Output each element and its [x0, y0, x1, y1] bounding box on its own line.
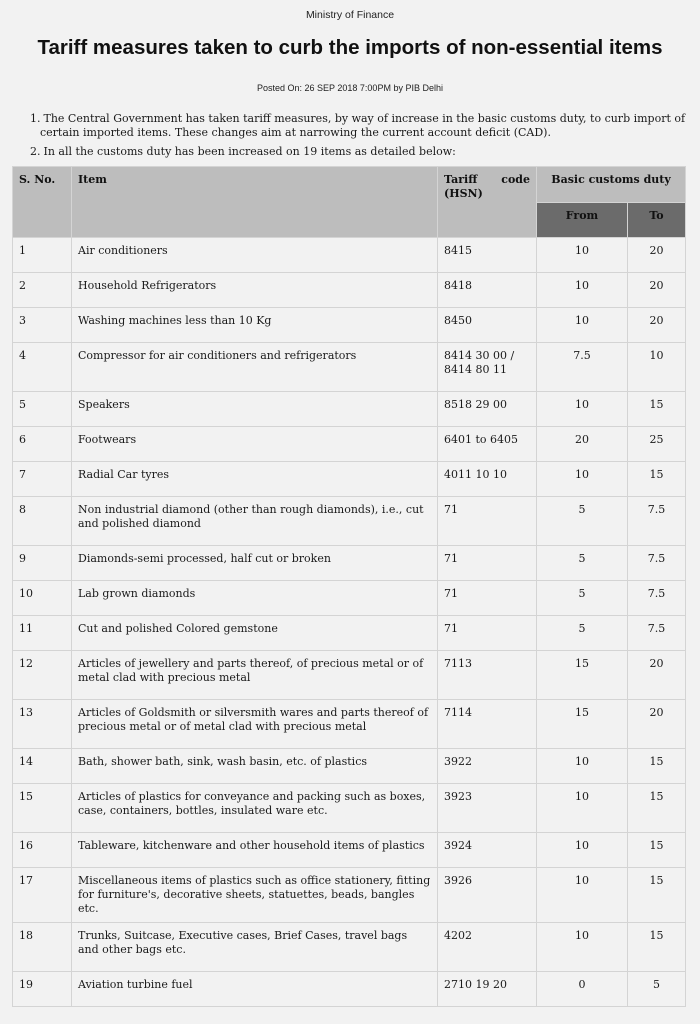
cell-sno: 16 — [13, 833, 72, 868]
para-number: 2. — [30, 145, 41, 158]
cell-duty-to: 20 — [628, 308, 686, 343]
cell-duty-from: 10 — [537, 308, 628, 343]
para-text: In all the customs duty has been increased on 19 items as detailed below: — [43, 145, 456, 158]
cell-duty-from: 5 — [537, 581, 628, 616]
cell-sno: 5 — [13, 392, 72, 427]
cell-hsn-code: 8418 — [438, 273, 537, 308]
header-tariff-word: Tariff — [444, 173, 478, 186]
table-row — [13, 616, 686, 651]
cell-duty-from: 5 — [537, 616, 628, 651]
cell-hsn-code: 8518 29 00 — [438, 392, 537, 427]
cell-item: Cut and polished Colored gemstone — [72, 616, 438, 651]
cell-hsn-code: 6401 to 6405 — [438, 427, 537, 462]
cell-item: Diamonds-semi processed, half cut or broken — [72, 546, 438, 581]
table-row — [13, 497, 686, 546]
page-title: Tariff measures taken to curb the imports of non-essential items — [37, 36, 663, 59]
cell-duty-to: 10 — [628, 343, 686, 392]
header-from: From — [537, 203, 628, 238]
cell-sno: 12 — [13, 651, 72, 700]
cell-hsn-code: 3922 — [438, 749, 537, 784]
cell-item: Articles of jewellery and parts thereof, of precious metal or of metal clad with precious metal — [72, 651, 438, 700]
cell-hsn-code: 71 — [438, 581, 537, 616]
table-row — [13, 546, 686, 581]
table-row — [13, 343, 686, 392]
cell-duty-from: 7.5 — [537, 343, 628, 392]
cell-sno: 1 — [13, 238, 72, 273]
table-row — [13, 308, 686, 343]
table-row — [13, 700, 686, 749]
table-row — [13, 462, 686, 497]
cell-hsn-code: 4011 10 10 — [438, 462, 537, 497]
table-row — [13, 784, 686, 833]
cell-item: Washing machines less than 10 Kg — [72, 308, 438, 343]
cell-item: Radial Car tyres — [72, 462, 438, 497]
cell-duty-to: 15 — [628, 392, 686, 427]
cell-item: Footwears — [72, 427, 438, 462]
cell-duty-to: 15 — [628, 923, 686, 972]
cell-item: Speakers — [72, 392, 438, 427]
cell-item: Compressor for air conditioners and refrigerators — [72, 343, 438, 392]
table-header-row — [13, 167, 686, 203]
cell-item: Lab grown diamonds — [72, 581, 438, 616]
cell-sno: 2 — [13, 273, 72, 308]
cell-duty-from: 10 — [537, 749, 628, 784]
cell-duty-to: 15 — [628, 749, 686, 784]
table-row — [13, 651, 686, 700]
header-tariff-code — [438, 167, 537, 238]
cell-sno: 10 — [13, 581, 72, 616]
cell-hsn-code: 71 — [438, 497, 537, 546]
cell-sno: 15 — [13, 784, 72, 833]
posted-date: Posted On: 26 SEP 2018 7:00PM by PIB Delhi — [257, 83, 443, 93]
para-number: 1. — [30, 112, 41, 125]
cell-item: Trunks, Suitcase, Executive cases, Brief Cases, travel bags and other bags etc. — [72, 923, 438, 972]
cell-item: Air conditioners — [72, 238, 438, 273]
cell-duty-to: 20 — [628, 700, 686, 749]
cell-duty-from: 10 — [537, 273, 628, 308]
cell-duty-to: 5 — [628, 972, 686, 1007]
cell-item: Aviation turbine fuel — [72, 972, 438, 1007]
header-item: Item — [72, 167, 438, 238]
para-text: The Central Government has taken tariff measures, by way of increase in the basic customs duty, to curb import of — [43, 112, 686, 125]
cell-sno: 7 — [13, 462, 72, 497]
tariff-table — [12, 166, 686, 1007]
cell-duty-from: 20 — [537, 427, 628, 462]
cell-sno: 4 — [13, 343, 72, 392]
para-text-continued: certain imported items. These changes aim at narrowing the current account deficit (CAD). — [40, 126, 551, 139]
cell-duty-to: 7.5 — [628, 616, 686, 651]
cell-hsn-code: 8450 — [438, 308, 537, 343]
cell-duty-to: 20 — [628, 238, 686, 273]
cell-duty-from: 0 — [537, 972, 628, 1007]
cell-duty-to: 15 — [628, 462, 686, 497]
cell-sno: 9 — [13, 546, 72, 581]
cell-duty-from: 5 — [537, 546, 628, 581]
table-row — [13, 581, 686, 616]
cell-duty-from: 5 — [537, 497, 628, 546]
cell-hsn-code: 7113 — [438, 651, 537, 700]
cell-duty-from: 10 — [537, 392, 628, 427]
header-code-word: code — [501, 173, 530, 186]
cell-duty-to: 15 — [628, 784, 686, 833]
cell-duty-to: 7.5 — [628, 497, 686, 546]
cell-sno: 13 — [13, 700, 72, 749]
cell-duty-from: 10 — [537, 462, 628, 497]
cell-item: Miscellaneous items of plastics such as office stationery, fitting for furniture's, decorative sheets, statuettes, beads, bangles etc. — [72, 868, 438, 923]
cell-duty-to: 15 — [628, 868, 686, 923]
cell-item: Household Refrigerators — [72, 273, 438, 308]
header-sno: S. No. — [13, 167, 72, 238]
cell-item: Non industrial diamond (other than rough diamonds), i.e., cut and polished diamond — [72, 497, 438, 546]
table-row — [13, 923, 686, 972]
cell-item: Articles of Goldsmith or silversmith wares and parts thereof of precious metal or of metal clad with precious metal — [72, 700, 438, 749]
cell-duty-from: 10 — [537, 833, 628, 868]
cell-hsn-code: 8415 — [438, 238, 537, 273]
header-hsn-word: (HSN) — [444, 187, 483, 200]
cell-hsn-code: 71 — [438, 616, 537, 651]
cell-hsn-code: 4202 — [438, 923, 537, 972]
table-row — [13, 273, 686, 308]
cell-hsn-code: 8414 30 00 / 8414 80 11 — [438, 343, 537, 392]
ministry-name: Ministry of Finance — [305, 9, 395, 21]
cell-hsn-code: 7114 — [438, 700, 537, 749]
cell-item: Tableware, kitchenware and other household items of plastics — [72, 833, 438, 868]
cell-duty-from: 10 — [537, 784, 628, 833]
cell-duty-to: 20 — [628, 651, 686, 700]
cell-duty-from: 15 — [537, 651, 628, 700]
cell-duty-from: 10 — [537, 868, 628, 923]
table-row — [13, 972, 686, 1007]
cell-hsn-code: 2710 19 20 — [438, 972, 537, 1007]
cell-duty-to: 20 — [628, 273, 686, 308]
cell-hsn-code: 3924 — [438, 833, 537, 868]
table-row — [13, 392, 686, 427]
table-row — [13, 749, 686, 784]
header-basic-customs-duty: Basic customs duty — [537, 167, 686, 203]
cell-duty-to: 7.5 — [628, 546, 686, 581]
cell-sno: 3 — [13, 308, 72, 343]
cell-sno: 8 — [13, 497, 72, 546]
intro-paragraph-2 — [30, 145, 690, 159]
cell-sno: 17 — [13, 868, 72, 923]
cell-sno: 11 — [13, 616, 72, 651]
cell-duty-to: 15 — [628, 833, 686, 868]
cell-duty-from: 10 — [537, 238, 628, 273]
cell-hsn-code: 3923 — [438, 784, 537, 833]
cell-duty-from: 15 — [537, 700, 628, 749]
table-row — [13, 238, 686, 273]
intro-paragraph-1 — [30, 112, 690, 140]
table-row — [13, 868, 686, 923]
cell-sno: 6 — [13, 427, 72, 462]
cell-item: Bath, shower bath, sink, wash basin, etc. of plastics — [72, 749, 438, 784]
cell-item: Articles of plastics for conveyance and packing such as boxes, case, containers, bottles, insulated ware etc. — [72, 784, 438, 833]
cell-sno: 14 — [13, 749, 72, 784]
table-row — [13, 427, 686, 462]
cell-sno: 19 — [13, 972, 72, 1007]
cell-duty-from: 10 — [537, 923, 628, 972]
cell-duty-to: 25 — [628, 427, 686, 462]
cell-hsn-code: 71 — [438, 546, 537, 581]
cell-duty-to: 7.5 — [628, 581, 686, 616]
table-row — [13, 833, 686, 868]
cell-sno: 18 — [13, 923, 72, 972]
cell-hsn-code: 3926 — [438, 868, 537, 923]
tariff-table-body — [13, 238, 686, 1007]
header-to: To — [628, 203, 686, 238]
